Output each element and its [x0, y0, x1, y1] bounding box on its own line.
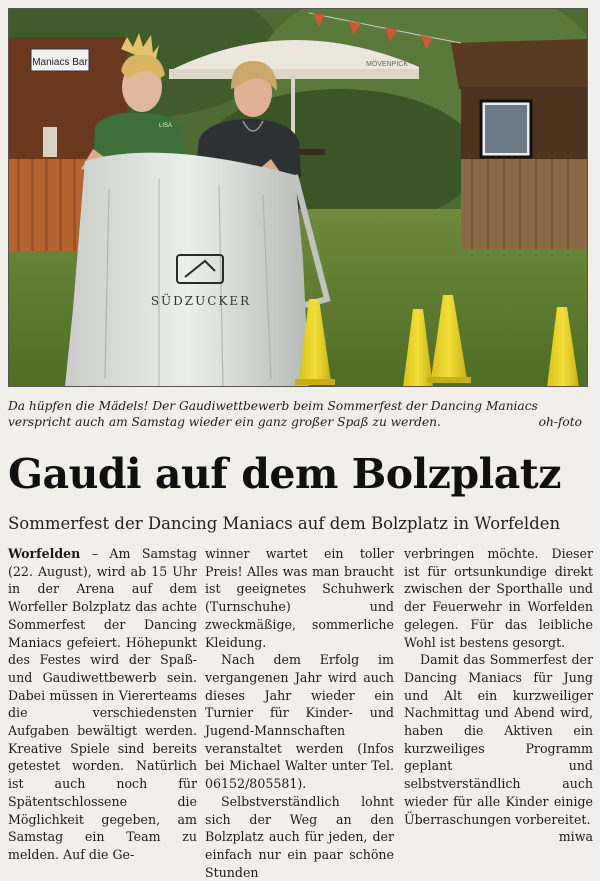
column2-paragraph-2: Nach dem Erfolg im vergangenen Jahr wird auch dieses Jahr wieder ein Turnier für Kinder- und Jugend-Mannschaften veranstaltet werden (Infos bei Michael Walter unter Tel. 06152/805581). [205, 652, 394, 792]
author-signature: miwa [558, 829, 593, 845]
sudzucker-sack [65, 153, 327, 386]
headline: Gaudi auf dem Bolzplatz [8, 450, 561, 498]
sack-logo-text: SÜDZUCKER [150, 294, 252, 308]
bar-sign-text: Maniacs Bar [32, 57, 88, 68]
column2-paragraph-3: Selbstverständlich lohnt sich der Weg an den Bolzplatz auch für jeden, der einfach nur ein paar schöne Stunden [205, 793, 394, 880]
shirt-text: LISA [159, 123, 173, 129]
wooden-booth [451, 39, 587, 249]
photo-caption [8, 398, 590, 430]
article-column-3 [404, 545, 593, 846]
article-column-2 [205, 545, 394, 881]
photo-scene [9, 9, 587, 386]
photo-credit: oh-foto [538, 415, 582, 429]
article-photo [8, 8, 588, 387]
column2-paragraph-1: winner wartet ein toller Preis! Alles was man braucht ist geeignetes Schuhwerk (Turnschuhe) und zweckmäßige, sommerliche Kleidung. [205, 546, 394, 650]
column3-paragraph-1: verbringen möchte. Dieser ist für ortsunkundige direkt zwischen der Sporthalle und der Feuerwehr in Worfelden gelegen. Für das leibliche Wohl ist bestens gesorgt. [404, 546, 593, 650]
dateline: Worfelden [8, 546, 81, 561]
column1-paragraph: – Am Samstag (22. August), wird ab 15 Uhr in der Arena auf dem Worfeller Bolzplatz das achte Sommerfest der Dancing Maniacs gefeiert. Höhepunkt des Festes wird der Spaß- und Gaudiwettbewerb sein. Dabei müssen in Viererteams die verschiedensten Aufgaben bewältigt werden. Kreative Spiele sind bereits getestet worden. Natürlich ist auch noch für Spätentschlossene die Möglichkeit gegeben, am Samstag ein Team zu melden. Auf die Ge- [8, 546, 197, 862]
column3-paragraph-2: Damit das Sommerfest der Dancing Maniacs für Jung und Alt ein kurzweiliger Nachmittag und Abend wird, haben die Aktiven ein kurzweiliges Programm geplant und selbstverständlich auch wieder für alle Kinder einige Überraschungen vorbereitet. [404, 652, 593, 827]
caption-text: Da hüpfen die Mädels! Der Gaudiwettbewerb beim Sommerfest der Dancing Maniacs verspricht auch am Samstag wieder ein ganz großer Spaß zu werden. [8, 399, 538, 429]
subheadline: Sommerfest der Dancing Maniacs auf dem Bolzplatz in Worfelden [8, 514, 561, 533]
article-column-1 [8, 545, 197, 864]
umbrella-logo: MÖVENPICK [365, 61, 409, 68]
